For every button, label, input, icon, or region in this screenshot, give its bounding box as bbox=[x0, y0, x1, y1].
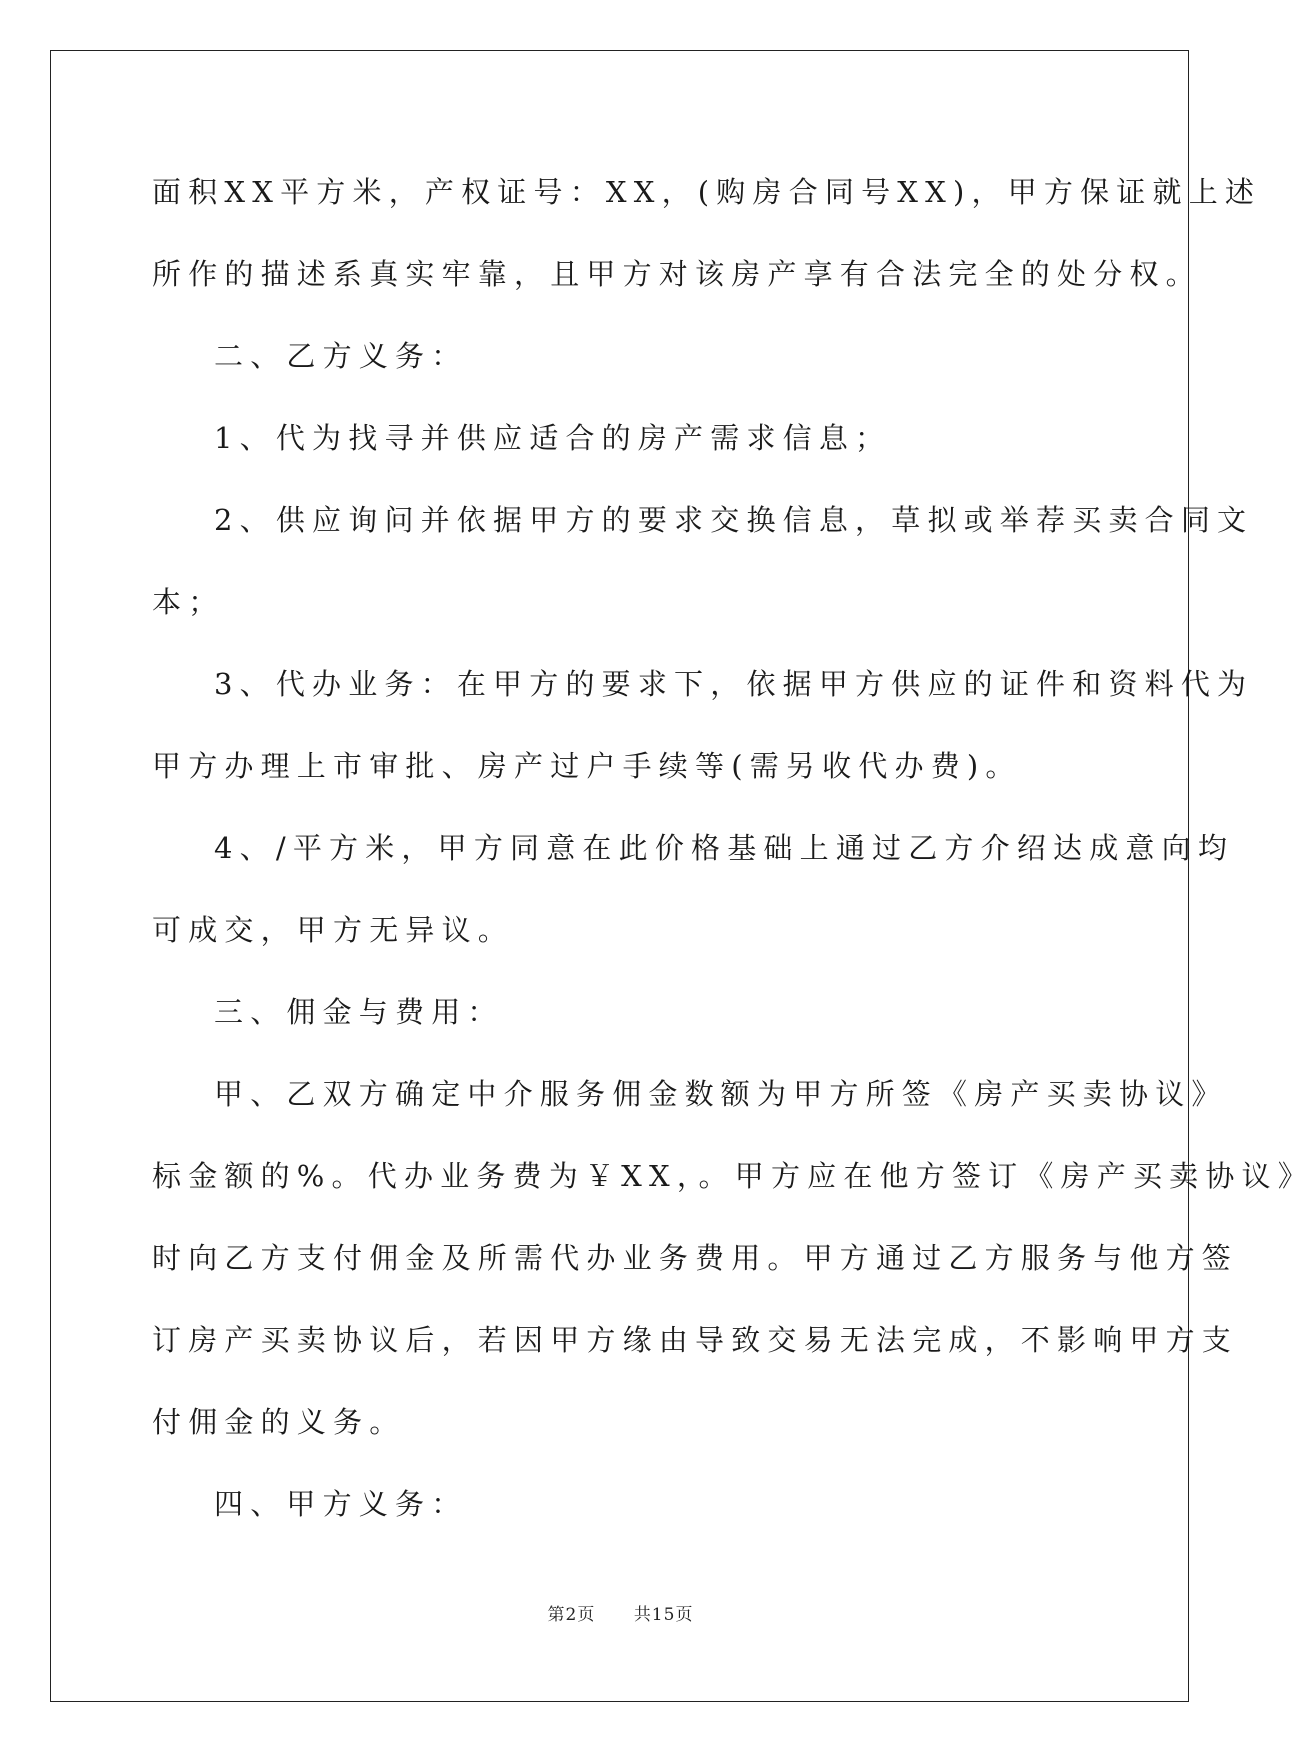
section-heading: 三、佣金与费用： bbox=[214, 995, 504, 1029]
text-line: 面积XX平方米，产权证号：XX，(购房合同号XX)，甲方保证就上述 bbox=[152, 175, 1262, 209]
text-line: 可成交，甲方无异议。 bbox=[152, 913, 515, 947]
page-number: 第2页 bbox=[547, 1605, 596, 1625]
text-line: 所作的描述系真实牢靠，且甲方对该房产享有合法完全的处分权。 bbox=[152, 257, 1202, 291]
total-pages: 共15页 bbox=[633, 1605, 694, 1625]
page-footer bbox=[0, 1600, 1241, 1625]
text-line: 甲方办理上市审批、房产过户手续等(需另收代办费)。 bbox=[152, 749, 1022, 783]
paragraph-line: 甲、乙双方确定中介服务佣金数额为甲方所签《房产买卖协议》 bbox=[214, 1077, 1228, 1111]
text-line: 本； bbox=[152, 585, 225, 619]
section-heading: 四、甲方义务： bbox=[214, 1487, 468, 1521]
text-line: 时向乙方支付佣金及所需代办业务费用。甲方通过乙方服务与他方签 bbox=[152, 1241, 1239, 1275]
text-line: 标金额的%。代办业务费为￥XX，。甲方应在他方签订《房产买卖协议》 bbox=[152, 1159, 1314, 1193]
text-line: 订房产买卖协议后，若因甲方缘由导致交易无法完成，不影响甲方支 bbox=[152, 1323, 1239, 1357]
section-heading: 二、乙方义务： bbox=[214, 339, 468, 373]
text-line: 付佣金的义务。 bbox=[152, 1405, 406, 1439]
list-item: 1、代为找寻并供应适合的房产需求信息； bbox=[214, 421, 892, 455]
list-item: 4、/平方米，甲方同意在此价格基础上通过乙方介绍达成意向均 bbox=[214, 831, 1235, 865]
list-item: 3、代办业务：在甲方的要求下，依据甲方供应的证件和资料代为 bbox=[214, 667, 1254, 701]
list-item: 2、供应询问并依据甲方的要求交换信息，草拟或举荐买卖合同文 bbox=[214, 503, 1254, 537]
document-body bbox=[152, 158, 1314, 1552]
